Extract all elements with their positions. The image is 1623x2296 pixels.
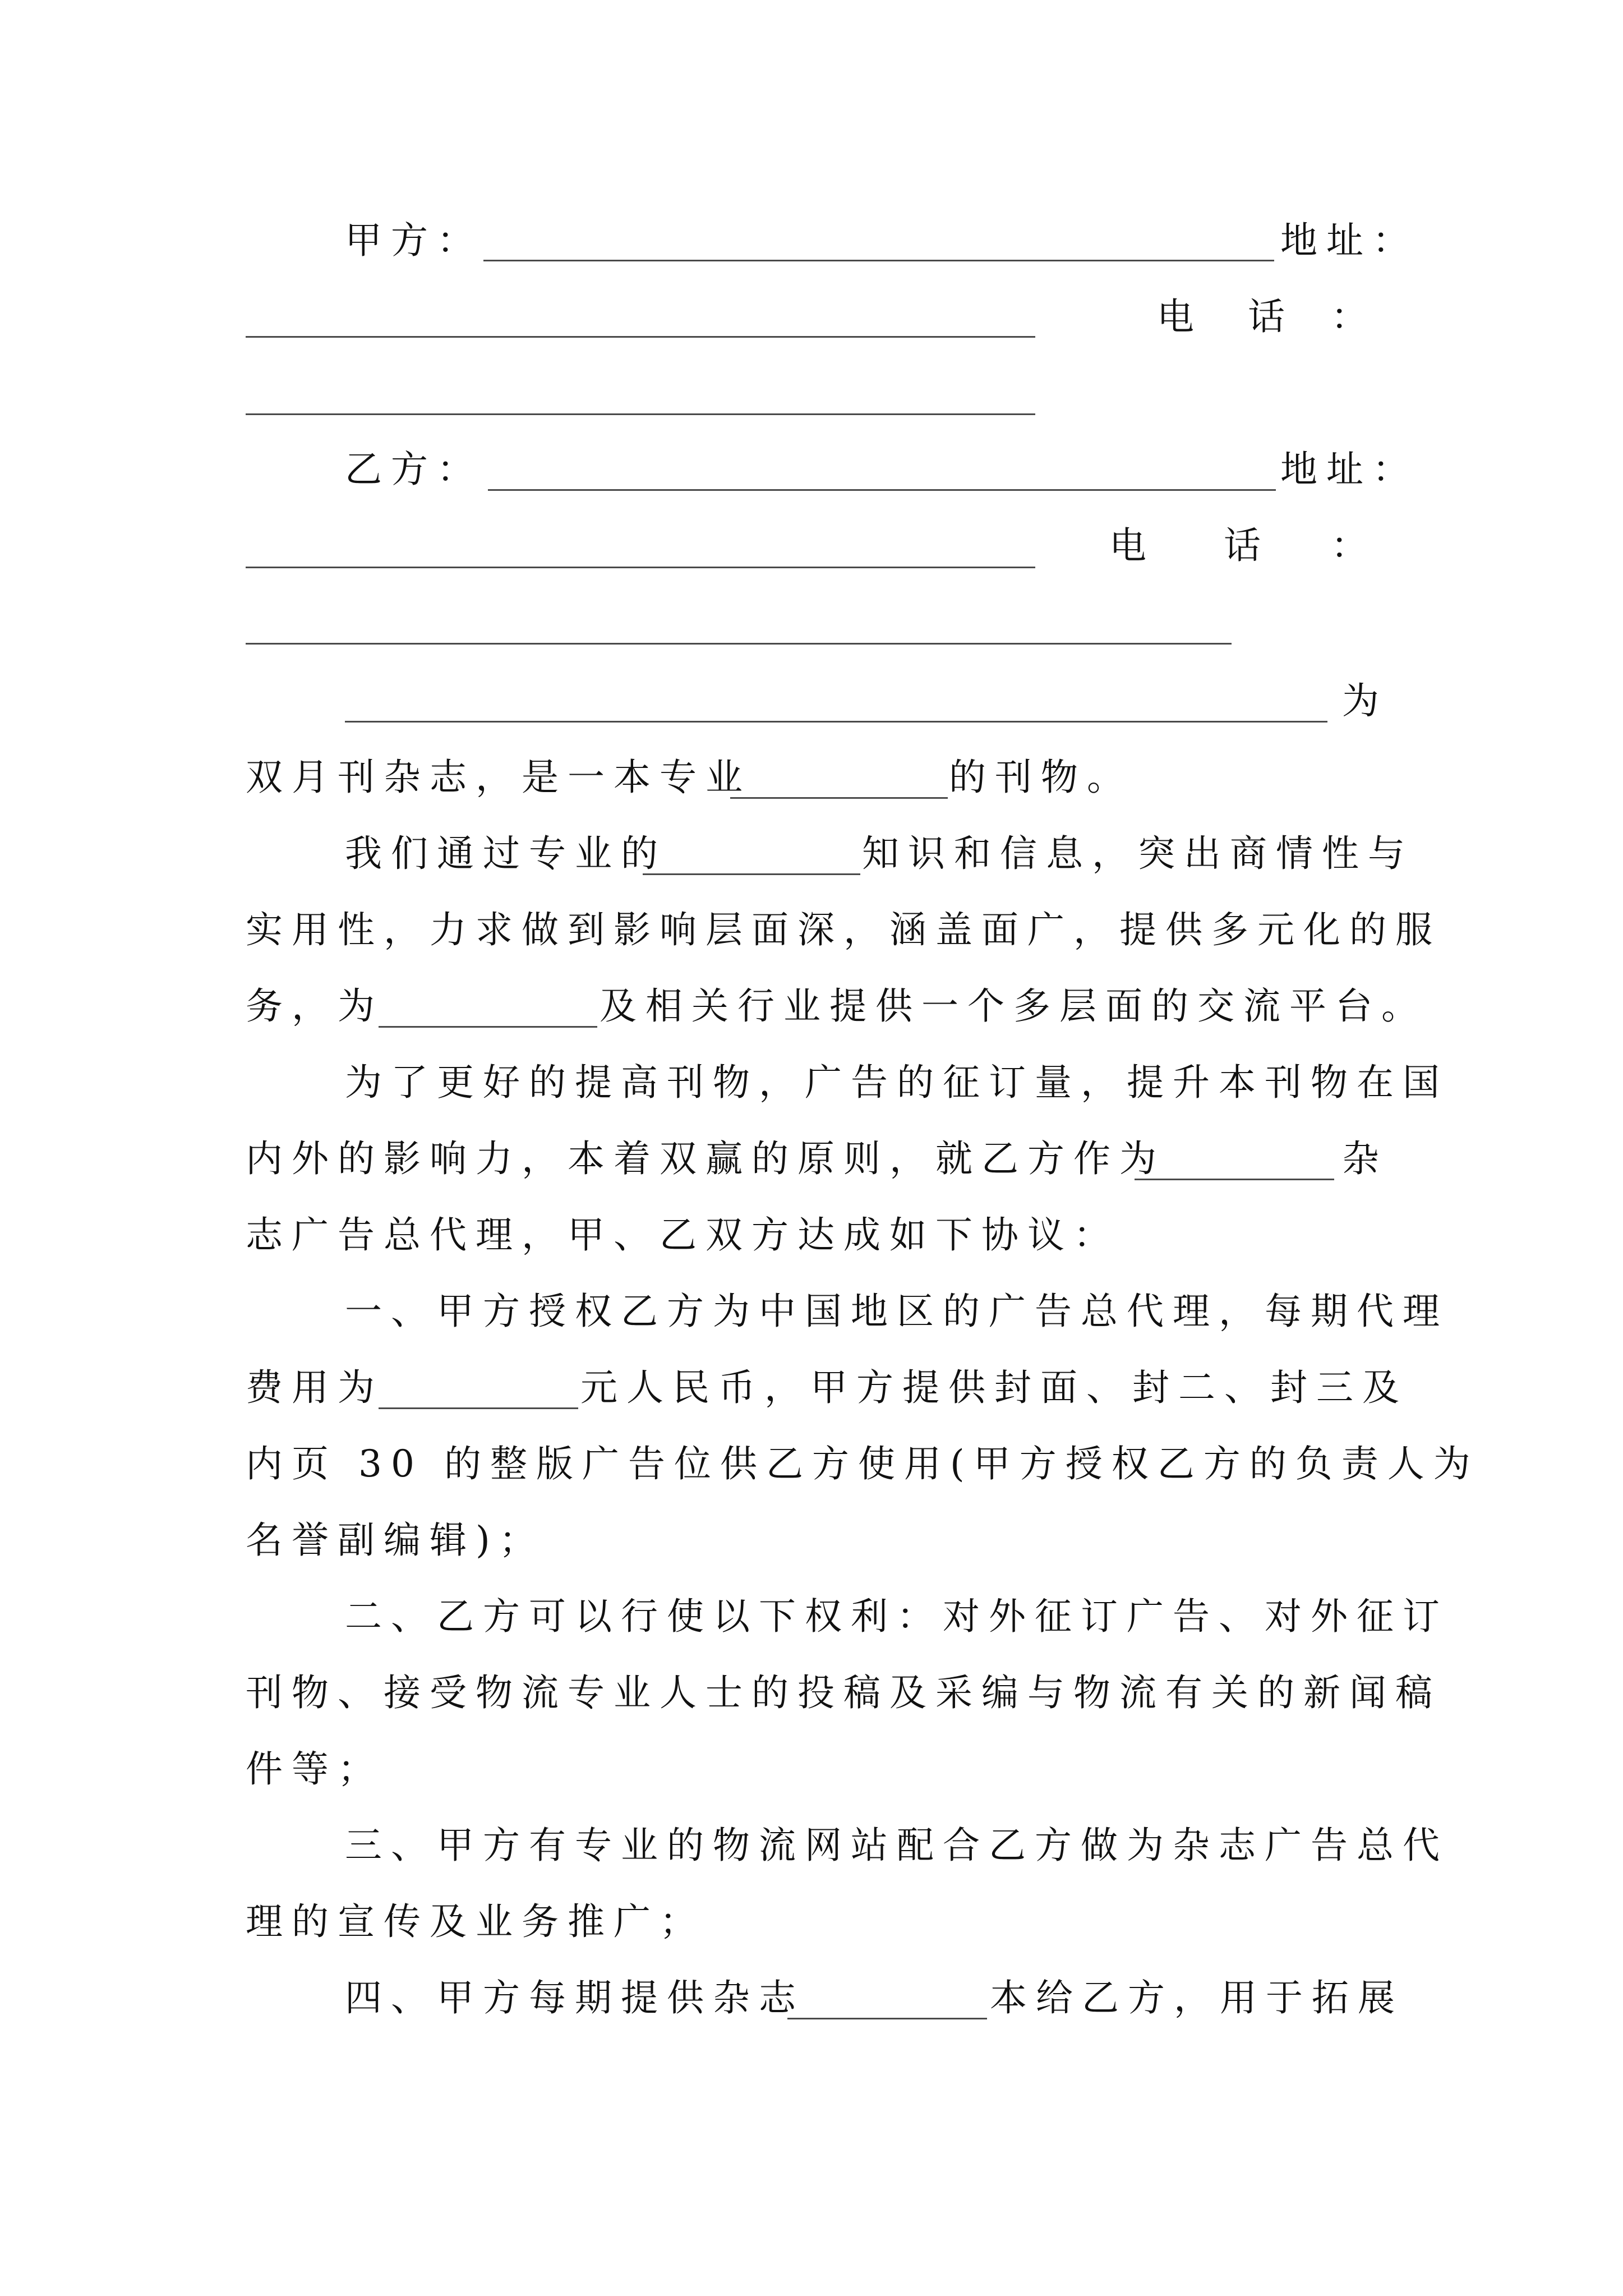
services-line3-a: 务，为: [246, 984, 384, 1028]
purpose-line2-b: 杂: [1342, 1137, 1388, 1180]
clause2-line1: 二、乙方可以行使以下权利：对外征订广告、对外征订: [345, 1595, 1449, 1638]
knowledge-field-blank: [643, 873, 860, 875]
field-blank: [730, 797, 948, 799]
clause1-line4: 名誉副编辑)；: [246, 1519, 545, 1562]
party-a-name-blank: [483, 260, 1274, 261]
clause1-line3: 内页 30 的整版广告位供乙方使用(甲方授权乙方的负责人为: [246, 1442, 1479, 1485]
party-a-address-blank: [246, 336, 1035, 338]
party-a-phone-label-char-1: 电: [1157, 295, 1203, 338]
party-b-phone-label-char-3: ：: [1331, 524, 1377, 567]
clause3-line2: 理的宣传及业务推广；: [246, 1900, 706, 1943]
party-b-phone-label-char-1: 电: [1109, 524, 1155, 567]
party-b-label: 乙方：: [345, 448, 483, 491]
services-line1-b: 知识和信息，突出商情性与: [862, 832, 1414, 875]
intro-line2-b: 的刊物。: [949, 756, 1133, 799]
clause4-line1-a: 四、甲方每期提供杂志: [345, 1976, 805, 2019]
clause4-line1-b: 本给乙方，用于拓展: [990, 1976, 1404, 2019]
party-b-address-label: 地址：: [1280, 448, 1418, 491]
party-b-phone-label-char-2: 话: [1224, 524, 1270, 567]
services-line3-b: 及相关行业提供一个多层面的交流平台。: [600, 984, 1427, 1028]
party-a-label: 甲方：: [345, 219, 483, 262]
services-line1-a: 我们通过专业的: [345, 832, 667, 875]
clause1-line1: 一、甲方授权乙方为中国地区的广告总代理，每期代理: [345, 1290, 1449, 1333]
intro-line1-end: 为: [1342, 679, 1388, 723]
clause3-line1: 三、甲方有专业的物流网站配合乙方做为杂志广告总代: [345, 1824, 1449, 1867]
clause2-line2: 刊物、接受物流专业人士的投稿及采编与物流有关的新闻稿: [246, 1671, 1441, 1714]
fee-amount-blank: [379, 1407, 578, 1409]
party-a-phone-blank: [246, 413, 1035, 415]
party-b-address-blank: [246, 567, 1035, 568]
magazine-name-blank: [345, 721, 1327, 723]
party-b-name-blank: [488, 489, 1276, 491]
magazine-blank: [1135, 1179, 1334, 1180]
party-a-address-label: 地址：: [1280, 219, 1418, 262]
purpose-line3: 志广告总代理，甲、乙双方达成如下协议：: [246, 1213, 1119, 1257]
clause1-line2-a: 费用为: [246, 1366, 384, 1409]
party-b-phone-blank: [246, 643, 1232, 645]
services-line2: 实用性，力求做到影响层面深，涵盖面广，提供多元化的服: [246, 908, 1441, 951]
copies-blank: [787, 2018, 987, 2019]
clause2-line3: 件等；: [246, 1747, 384, 1791]
purpose-line1: 为了更好的提高刊物，广告的征订量，提升本刊物在国: [345, 1061, 1449, 1104]
purpose-line2-a: 内外的影响力，本着双赢的原则，就乙方作为: [246, 1137, 1165, 1180]
industry-blank: [379, 1026, 597, 1028]
clause1-line2-b: 元人民币，甲方提供封面、封二、封三及: [580, 1366, 1408, 1409]
intro-line2-a: 双月刊杂志，是一本专业: [246, 756, 751, 799]
party-a-phone-label-char-2: 话: [1248, 295, 1294, 338]
party-a-phone-label-char-3: ：: [1331, 295, 1377, 338]
